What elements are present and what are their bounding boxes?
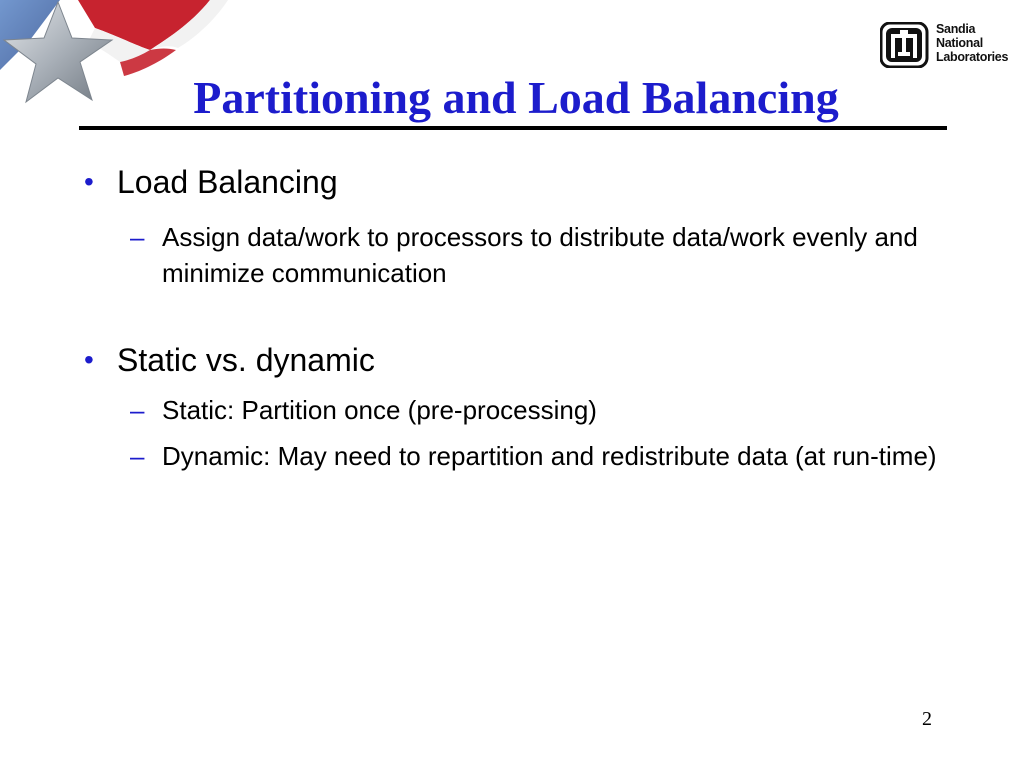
slide-title: Partitioning and Load Balancing: [193, 72, 839, 123]
bullet-marker: •: [84, 166, 94, 197]
bullet-text: Static vs. dynamic: [117, 342, 375, 378]
bullet-marker: •: [84, 344, 94, 375]
page-number: 2: [922, 708, 932, 730]
bullet-text: Load Balancing: [117, 164, 338, 200]
subbullet-marker: –: [130, 395, 145, 425]
subbullet-text: Static: Partition once (pre-processing): [162, 395, 597, 425]
logo-line-2: National: [936, 36, 983, 50]
logo-line-3: Laboratories: [936, 50, 1009, 64]
logo-line-1: Sandia: [936, 22, 976, 36]
subbullet-text: Dynamic: May need to repartition and redistribute data (at run-time): [162, 441, 937, 471]
subbullet-marker: –: [130, 441, 145, 471]
subbullet-text: Assign data/work to processors to distribute data/work evenly and minimize communication: [162, 222, 918, 288]
subbullet-marker: –: [130, 222, 145, 252]
